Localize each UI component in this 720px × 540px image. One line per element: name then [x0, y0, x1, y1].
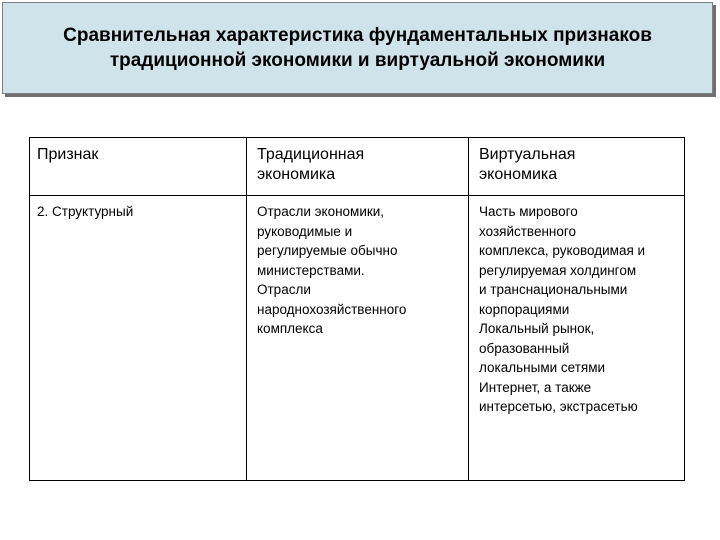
header-traditional-line-1: Традиционная	[257, 146, 365, 163]
row-feature-label: 2. Структурный	[37, 204, 134, 219]
virtual-text-line: интерсетью, экстрасетью	[479, 399, 638, 414]
row-virtual-cell	[479, 202, 684, 417]
virtual-text-line: Часть мирового	[479, 204, 578, 219]
traditional-text-line: руководимые и	[257, 223, 353, 239]
header-traditional-line-2: экономика	[257, 166, 336, 183]
table-column-divider-1	[246, 138, 247, 480]
header-virtual	[479, 145, 679, 185]
virtual-text-line: Интернет, а также	[479, 379, 592, 395]
table-header-divider	[30, 195, 684, 196]
traditional-text-line: Отрасли	[257, 282, 311, 297]
traditional-text-line: комплекса	[257, 321, 323, 336]
virtual-text-line: образованный	[479, 340, 570, 356]
slide-title-line-1: Сравнительная характеристика фундаментальных признаков	[63, 25, 652, 46]
virtual-text-line: локальными сетями	[479, 360, 606, 375]
slide-title-line-2: традиционной экономики и виртуальной экономики	[109, 50, 606, 71]
comparison-table	[29, 137, 685, 481]
virtual-text-line: комплекса, руководимая и	[479, 243, 646, 258]
header-virtual-line-2: экономика	[479, 166, 558, 183]
virtual-text-line: Локальный рынок,	[479, 321, 595, 336]
traditional-text-line: народнохозяйственного	[257, 301, 407, 317]
table-column-divider-2	[468, 138, 469, 480]
row-feature-cell	[37, 202, 237, 222]
header-traditional	[257, 145, 457, 185]
traditional-text-line: Отрасли экономики,	[257, 204, 385, 219]
virtual-text-line: корпорациями	[479, 301, 570, 317]
traditional-text-line: регулируемые обычно	[257, 243, 398, 258]
virtual-text-line: хозяйственного	[479, 223, 577, 239]
header-feature-label: Признак	[37, 146, 99, 163]
virtual-text-line: регулируемая холдингом	[479, 262, 637, 278]
header-feature	[37, 145, 237, 165]
row-traditional-cell	[257, 202, 462, 339]
header-virtual-line-1: Виртуальная	[479, 146, 576, 163]
slide-title-banner	[2, 2, 713, 94]
traditional-text-line: министерствами.	[257, 262, 365, 278]
virtual-text-line: и транснациональными	[479, 282, 628, 297]
